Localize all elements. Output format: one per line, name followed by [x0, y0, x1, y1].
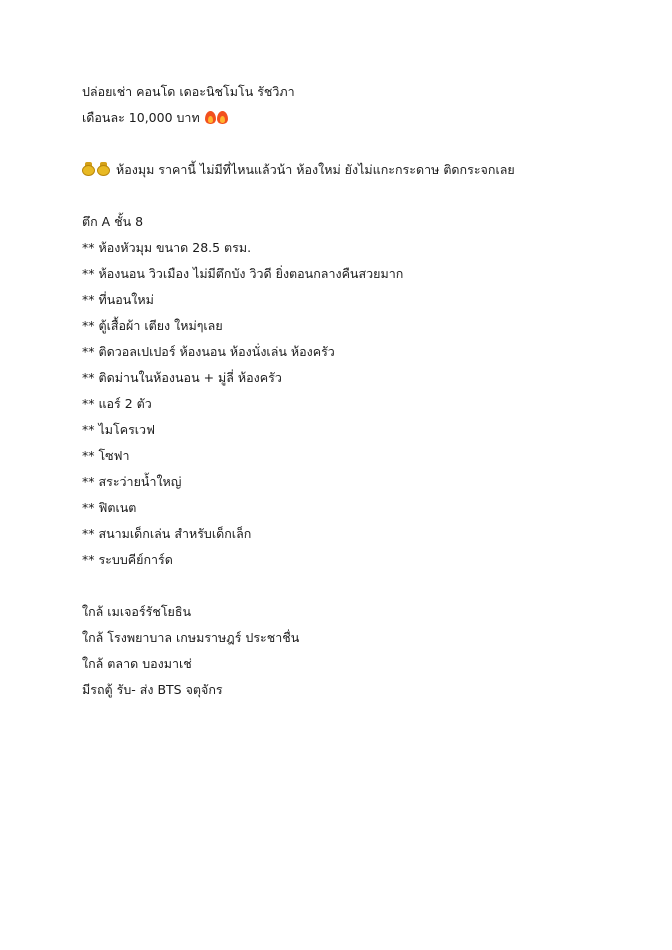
highlight-line	[82, 157, 642, 183]
nearby-item: มีรถตู้ รับ- ส่ง BTS จตุจักร	[82, 682, 223, 697]
nearby-item: ใกล้ เมเจอร์รัชโยธิน	[82, 604, 192, 619]
feature-item: ** ระบบคีย์การ์ด	[82, 552, 173, 567]
feature-item: ** สระว่ายน้ำใหญ่	[82, 474, 182, 489]
feature-item: ** สนามเด็กเล่น สำหรับเด็กเล็ก	[82, 526, 252, 541]
feature-item: ** ห้องหัวมุม ขนาด 28.5 ตรม.	[82, 240, 252, 255]
listing-title: ปล่อยเช่า คอนโด เดอะนิชโมโน รัชวิภา	[82, 84, 295, 99]
nearby-list	[82, 599, 642, 703]
feature-item: ** ตู้เสื้อผ้า เตียง ใหม่ๆเลย	[82, 318, 223, 333]
feature-item: ** ติดวอลเปเปอร์ ห้องนอน ห้องนั่งเล่น ห้องครัว	[82, 344, 335, 359]
feature-list	[82, 235, 642, 573]
fire-icon	[217, 110, 228, 124]
price-line	[82, 105, 642, 131]
nearby-item: ใกล้ โรงพยาบาล เกษมราษฎร์ ประชาชื่น	[82, 630, 300, 645]
price-text: เดือนละ 10,000 บาท	[82, 110, 200, 125]
feature-item: ** ที่นอนใหม่	[82, 292, 154, 307]
money-bag-icon	[97, 162, 110, 176]
feature-item: ** ฟิตเนต	[82, 500, 137, 515]
document-page	[82, 79, 642, 703]
building-floor: ตึก A ชั้น 8	[82, 214, 144, 229]
feature-item: ** ติดม่านในห้องนอน + มู่ลี่ ห้องครัว	[82, 370, 282, 385]
feature-item: ** แอร์ 2 ตัว	[82, 396, 152, 411]
highlight-text: ห้องมุม ราคานี้ ไม่มีที่ไหนแล้วน้า ห้องใหม่ ยังไม่แกะกระดาษ ติดกระจกเลย	[115, 162, 515, 177]
feature-item: ** ไมโครเวฟ	[82, 422, 155, 437]
feature-item: ** โซฟา	[82, 448, 130, 463]
fire-icon	[205, 110, 216, 124]
money-bag-icon	[82, 162, 95, 176]
feature-item: ** ห้องนอน วิวเมือง ไม่มีตึกบัง วิวดี ยิ่งตอนกลางคืนสวยมาก	[82, 266, 404, 281]
nearby-item: ใกล้ ตลาด บองมาเช่	[82, 656, 192, 671]
